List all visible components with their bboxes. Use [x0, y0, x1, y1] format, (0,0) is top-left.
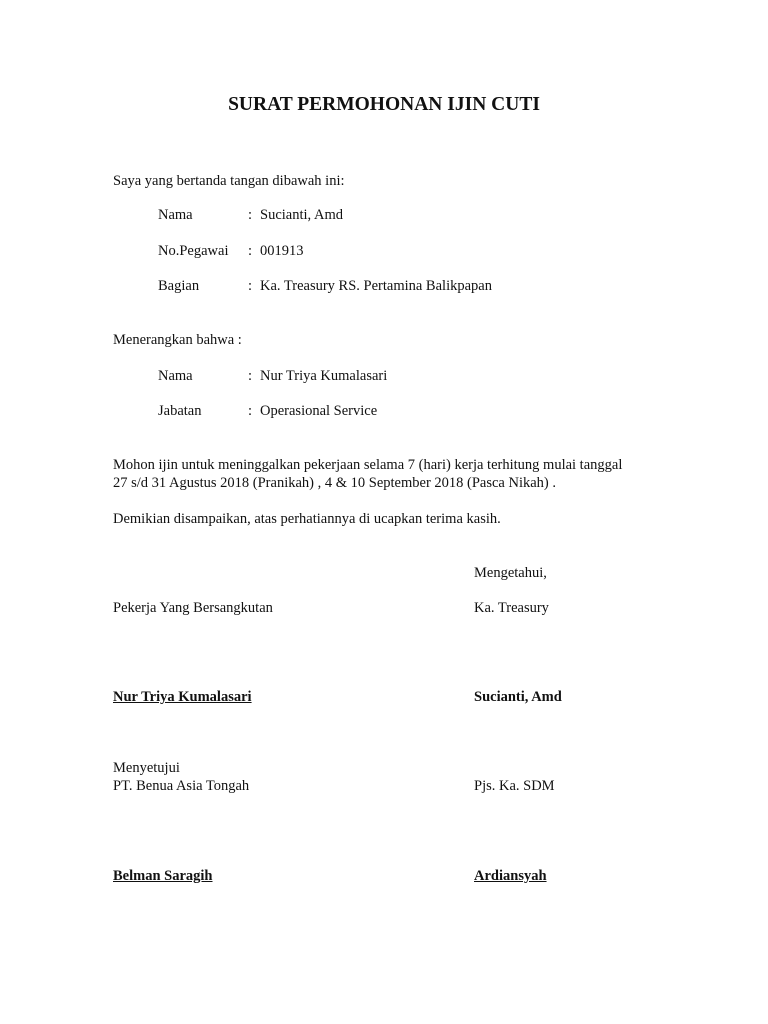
applicant-dept-value: Ka. Treasury RS. Pertamina Balikpapan: [260, 278, 492, 294]
document-title: SURAT PERMOHONAN IJIN CUTI: [228, 94, 540, 115]
acknowledged-label: Mengetahui,: [474, 565, 547, 581]
approver-company: PT. Benua Asia Tongah: [113, 778, 250, 794]
colon: :: [248, 368, 253, 384]
supervisor-role: Ka. Treasury: [474, 600, 549, 616]
colon: :: [248, 243, 253, 259]
applicant-id-value: 001913: [260, 243, 304, 259]
employee-signature-name: Nur Triya Kumalasari: [113, 689, 252, 705]
approver-signature-name: Belman Saragih: [113, 868, 213, 884]
request-line-1: Mohon ijin untuk meninggalkan pekerjaan selama 7 (hari) kerja terhitung mulai tanggal: [113, 457, 623, 473]
employee-name-value: Nur Triya Kumalasari: [260, 368, 388, 384]
supervisor-signature-name: Sucianti, Amd: [474, 689, 562, 705]
hr-signature-name: Ardiansyah: [474, 868, 547, 884]
colon: :: [248, 403, 253, 419]
colon: :: [248, 207, 253, 223]
closing-text: Demikian disampaikan, atas perhatiannya di ucapkan terima kasih.: [113, 511, 501, 527]
statement-intro: Menerangkan bahwa :: [113, 332, 242, 348]
intro-text: Saya yang bertanda tangan dibawah ini:: [113, 173, 345, 189]
employee-position-label: Jabatan: [158, 403, 202, 419]
employee-name-label: Nama: [158, 368, 193, 384]
applicant-id-label: No.Pegawai: [158, 243, 229, 259]
request-line-2: 27 s/d 31 Agustus 2018 (Pranikah) , 4 & 10 September 2018 (Pasca Nikah) .: [113, 475, 557, 491]
colon: :: [248, 278, 253, 294]
applicant-name-value: Sucianti, Amd: [260, 207, 343, 223]
applicant-name-label: Nama: [158, 207, 193, 223]
employee-role: Pekerja Yang Bersangkutan: [113, 600, 273, 616]
applicant-dept-label: Bagian: [158, 278, 200, 294]
employee-position-value: Operasional Service: [260, 403, 378, 419]
hr-role: Pjs. Ka. SDM: [474, 778, 555, 794]
approved-label: Menyetujui: [113, 760, 180, 776]
